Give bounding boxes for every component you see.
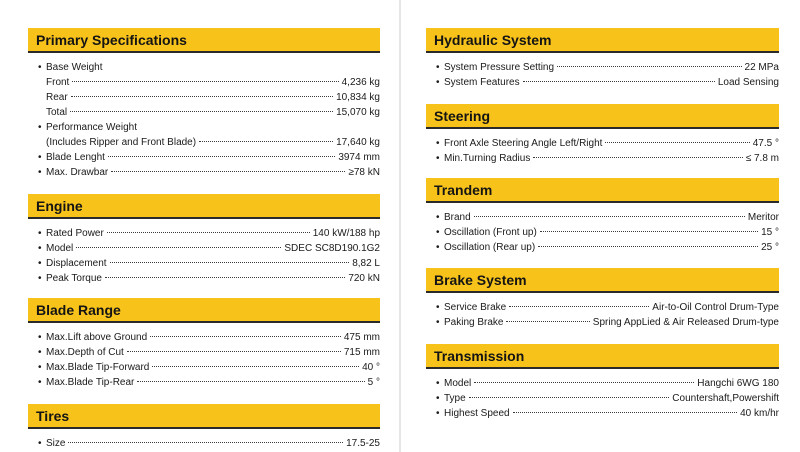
spec-list [28,429,380,451]
dot-leader [474,382,694,383]
bullet-icon: • [436,153,440,164]
dot-leader [533,157,742,158]
bullet-icon: • [436,408,440,419]
spec-value: 10,834 kg [336,92,380,103]
dot-leader [76,247,281,248]
spec-label: Blade Lenght [46,152,105,163]
bullet-icon: • [38,258,42,269]
spec-label: Max.Lift above Ground [46,332,148,343]
dot-leader [513,412,737,413]
section-header: Primary Specifications [28,28,380,53]
spec-list [426,129,779,166]
spec-list [426,293,779,330]
spec-label: System Features [444,77,520,88]
section-header: Trandem [426,178,779,203]
bullet-icon: • [38,243,42,254]
spec-value: 475 mm [343,332,380,343]
spec-label: Rear [46,92,68,103]
dot-leader [72,81,338,82]
bullet-icon: • [38,122,42,133]
spec-row [436,75,779,90]
dot-leader [523,81,715,82]
bullet-icon: • [38,377,42,388]
section-primary-specifications [28,28,380,180]
dot-leader [140,126,377,127]
dot-leader [150,336,341,337]
bullet-icon: • [436,227,440,238]
dot-leader [71,96,333,97]
column-divider [399,0,401,452]
spec-value: 720 kN [348,273,380,284]
bullet-icon: • [38,347,42,358]
spec-value: ≥78 kN [348,167,380,178]
spec-row [436,391,779,406]
spec-value: 17.5-25 [346,438,380,449]
spec-row [436,240,779,255]
spec-row [38,375,380,390]
bullet-icon: • [38,167,42,178]
spec-label: Brand [444,212,471,223]
spec-value: 15 ° [761,227,779,238]
dot-leader [557,66,741,67]
spec-value: 3974 mm [338,152,380,163]
spec-row [38,105,380,120]
spec-row [436,300,779,315]
dot-leader [506,321,589,322]
spec-label: Max.Depth of Cut [46,347,124,358]
dot-leader [107,232,310,233]
bullet-icon: • [436,242,440,253]
spec-list [426,203,779,255]
spec-row [38,330,380,345]
section-header: Steering [426,104,779,129]
spec-label: Peak Torque [46,273,102,284]
spec-row [436,315,779,330]
bullet-icon: • [436,212,440,223]
section-hydraulic-system [426,28,779,90]
spec-label: Highest Speed [444,408,510,419]
spec-row [38,165,380,180]
dot-leader [605,142,749,143]
spec-value: SDEC SC8D190.1G2 [284,243,380,254]
spec-value: 25 ° [761,242,779,253]
spec-label: Paking Brake [444,317,504,328]
spec-label: Model [46,243,74,254]
dot-leader [474,216,745,217]
bullet-icon: • [38,273,42,284]
section-header: Brake System [426,268,779,293]
bullet-icon: • [38,438,42,449]
dot-leader [509,306,649,307]
spec-value: 4,236 kg [341,77,380,88]
dot-leader [106,66,377,67]
spec-row [436,136,779,151]
bullet-icon: • [436,77,440,88]
spec-list [426,369,779,421]
spec-label: Displacement [46,258,107,269]
bullet-icon: • [436,378,440,389]
spec-label: Service Brake [444,302,507,313]
dot-leader [540,231,758,232]
section-header: Tires [28,404,380,429]
spec-value: Load Sensing [717,77,779,88]
dot-leader [68,442,343,443]
spec-value: ≤ 7.8 m [745,153,779,164]
spec-value: 22 MPa [744,62,779,73]
spec-value: Air-to-Oil Control Drum-Type [652,302,779,313]
spec-label: Performance Weight [46,122,137,133]
dot-leader [110,262,350,263]
spec-label: Min.Turning Radius [444,153,531,164]
bullet-icon: • [38,228,42,239]
dot-leader [199,141,333,142]
dot-leader [538,246,758,247]
spec-label: Size [46,438,66,449]
spec-row [436,60,779,75]
bullet-icon: • [38,152,42,163]
spec-value: 17,640 kg [336,137,380,148]
section-brake-system [426,268,779,330]
spec-value: 715 mm [343,347,380,358]
dot-leader [137,381,364,382]
spec-list [28,53,380,180]
section-header: Transmission [426,344,779,369]
spec-label: Rated Power [46,228,104,239]
spec-label: Max.Blade Tip-Rear [46,377,135,388]
bullet-icon: • [436,393,440,404]
bullet-icon: • [38,62,42,73]
spec-row [436,225,779,240]
spec-label: Model [444,378,472,389]
spec-label: Front Axle Steering Angle Left/Right [444,138,603,149]
section-engine [28,194,380,286]
section-transmission [426,344,779,421]
spec-label: System Pressure Setting [444,62,555,73]
spec-row [38,436,380,451]
spec-label: Front [46,77,70,88]
spec-value: Meritor [747,212,779,223]
dot-leader [111,171,345,172]
spec-label: Oscillation (Front up) [444,227,537,238]
dot-leader [127,351,341,352]
bullet-icon: • [436,317,440,328]
section-header: Blade Range [28,298,380,323]
spec-value: Hangchi 6WG 180 [697,378,779,389]
spec-row [38,75,380,90]
spec-value: 15,070 kg [336,107,380,118]
dot-leader [108,156,335,157]
spec-value: 40 ° [362,362,380,373]
section-header: Hydraulic System [426,28,779,53]
spec-row [38,241,380,256]
section-header: Engine [28,194,380,219]
dot-leader [152,366,359,367]
bullet-icon: • [436,302,440,313]
spec-row [436,151,779,166]
spec-row [436,376,779,391]
dot-leader [70,111,333,112]
bullet-icon: • [436,138,440,149]
spec-label: (Includes Ripper and Front Blade) [46,137,197,148]
spec-row [38,60,380,75]
spec-row [38,135,380,150]
spec-row [38,226,380,241]
bullet-icon: • [38,362,42,373]
spec-value: 47.5 ° [752,138,779,149]
spec-row [38,345,380,360]
spec-row [38,360,380,375]
bullet-icon: • [436,62,440,73]
spec-list [426,53,779,90]
spec-row [38,271,380,286]
spec-label: Max. Drawbar [46,167,109,178]
spec-row [38,90,380,105]
bullet-icon: • [38,332,42,343]
spec-label: Base Weight [46,62,103,73]
spec-row [38,256,380,271]
spec-value: 40 km/hr [740,408,779,419]
spec-list [28,219,380,286]
section-steering [426,104,779,166]
spec-row [38,150,380,165]
spec-value: 5 ° [367,377,380,388]
spec-row [436,406,779,421]
spec-label: Type [444,393,466,404]
spec-list [28,323,380,390]
section-trandem [426,178,779,255]
section-blade-range [28,298,380,390]
spec-value: Spring AppLied & Air Released Drum-type [592,317,779,328]
spec-label: Max.Blade Tip-Forward [46,362,150,373]
spec-label: Oscillation (Rear up) [444,242,536,253]
spec-row [38,120,380,135]
spec-label: Total [46,107,68,118]
spec-value: Countershaft,Powershift [672,393,779,404]
spec-row [436,210,779,225]
section-tires [28,404,380,451]
spec-value: 8,82 L [352,258,380,269]
dot-leader [105,277,345,278]
spec-value: 140 kW/188 hp [312,228,380,239]
dot-leader [469,397,670,398]
